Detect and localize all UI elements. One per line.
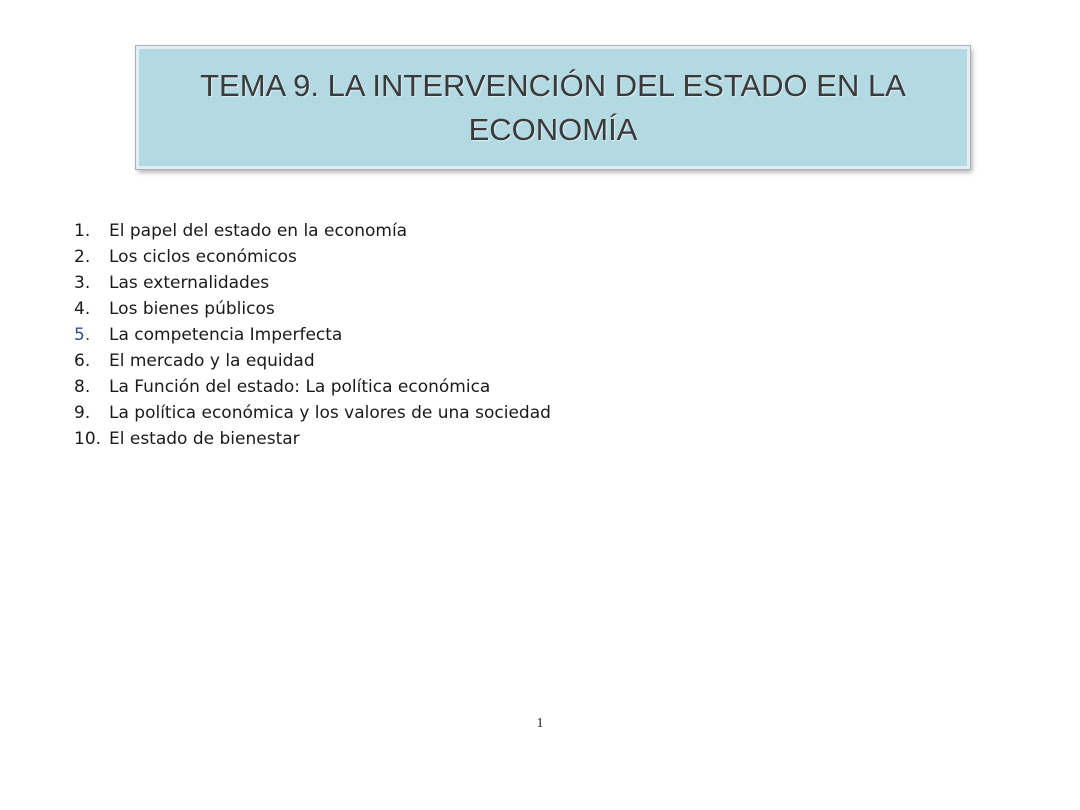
toc-item-text: La Función del estado: La política económica [109,377,491,397]
toc-item-number: 9. [74,403,91,423]
toc-item [74,244,551,270]
toc-item-number: 2. [74,247,91,267]
toc-item-text: Los ciclos económicos [109,247,297,267]
table-of-contents [74,218,551,452]
toc-item-number: 5. [74,325,91,345]
toc-item-text: Los bienes públicos [109,299,275,319]
title-box [136,46,970,169]
toc-item-text: El papel del estado en la economía [109,221,408,241]
toc-item-number: 10. [74,429,102,449]
page-number: 1 [536,716,544,731]
toc-item-text: La política económica y los valores de una sociedad [109,403,551,423]
toc-item [74,322,551,348]
toc-item [74,400,551,426]
toc-item-number: 4. [74,299,91,319]
toc-item-text: Las externalidades [109,273,270,293]
toc-item [74,270,551,296]
title-line-2: ECONOMÍA [468,111,638,147]
toc-item-number: 6. [74,351,91,371]
toc-item [74,218,551,244]
toc-item-number: 8. [74,377,91,397]
toc-item-number: 3. [74,273,91,293]
toc-item-text: La competencia Imperfecta [109,325,343,345]
toc-item-text: El estado de bienestar [109,429,300,449]
toc-item-number: 1. [74,221,91,241]
toc-item-text: El mercado y la equidad [109,351,315,371]
toc-item [74,296,551,322]
toc-item [74,374,551,400]
toc-item [74,348,551,374]
title-line-1: TEMA 9. LA INTERVENCIÓN DEL ESTADO EN LA [200,67,906,103]
toc-item [74,426,551,452]
page-title [190,64,916,152]
